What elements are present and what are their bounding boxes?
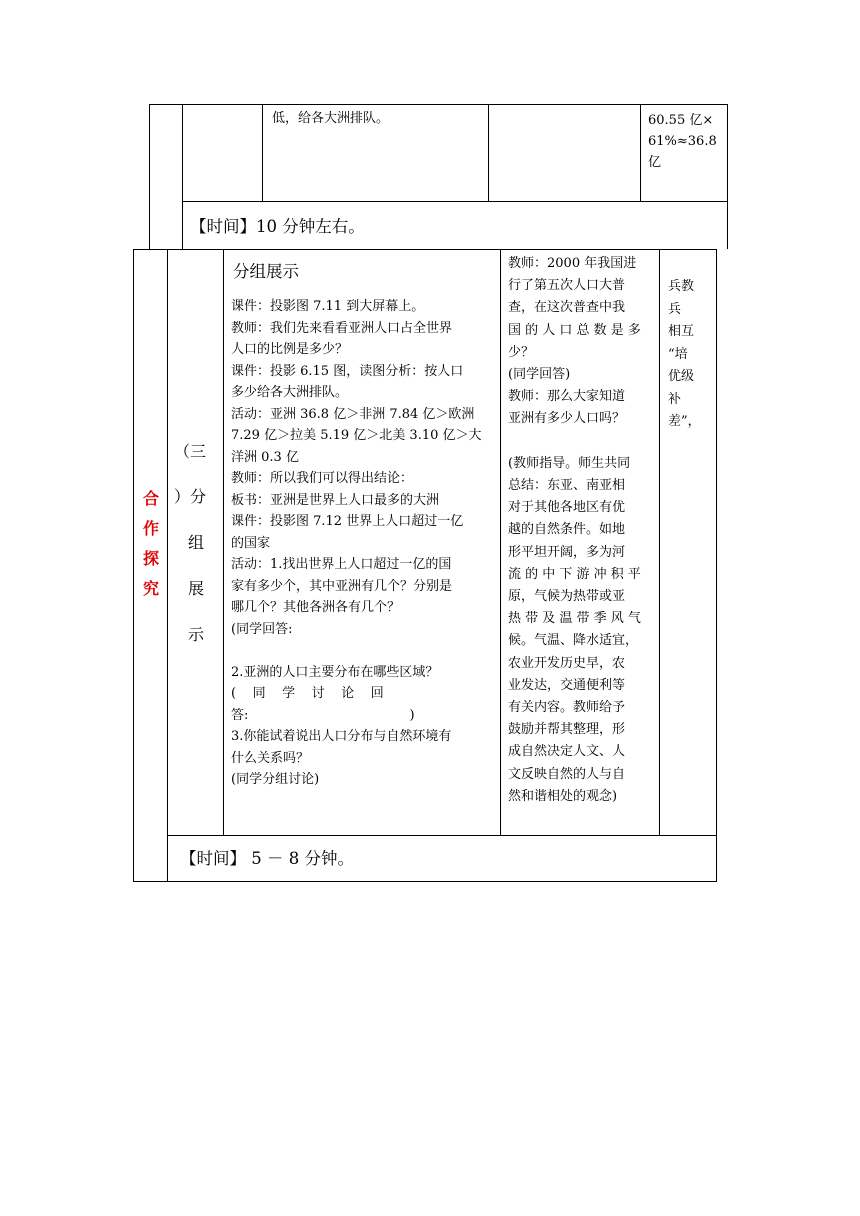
- activity-line: 课件：投影图 7.12 世界上人口超过一亿: [231, 514, 464, 529]
- teacher-line: 成自然决定人文、人: [508, 744, 626, 760]
- activity-line: 7.29 亿＞拉美 5.19 亿＞北美 3.10 亿＞大: [231, 428, 482, 443]
- calc-line-2: 61%≈36.8: [648, 134, 717, 149]
- activity-line: 人口的比例是多少？: [231, 342, 349, 357]
- section-label-char-1: 组: [187, 533, 204, 552]
- activity-line: 板书：亚洲是世界上人口最多的大洲: [231, 492, 440, 508]
- teacher-line: (同学回答): [508, 367, 571, 382]
- teacher-line: 总结：东亚、南亚相: [508, 478, 626, 493]
- section-label-line2: ）分: [174, 487, 207, 506]
- teacher-line: 热 带 及 温 带 季 风 气: [508, 611, 641, 627]
- intent-line: 相互: [668, 324, 695, 339]
- teacher-line: 候。气温、降水适宜，: [508, 633, 639, 649]
- activity-line: 活动：1.找出世界上人口超过一亿的国: [231, 557, 452, 572]
- activity-line: 哪几个？其他各洲各有几个？: [231, 600, 401, 615]
- activity-line: ( 同 学 讨 论 回: [231, 686, 384, 701]
- activity-line: 教师：我们先来看看亚洲人口占全世界: [231, 320, 453, 336]
- activity-line: 教师：所以我们可以得出结论：: [231, 471, 414, 486]
- activity-line: 答: ): [231, 707, 415, 723]
- intent-line: 兵: [668, 301, 682, 317]
- teacher-line: 国 的 人 口 总 数 是 多: [508, 322, 641, 338]
- teacher-line: (教师指导。师生共同: [508, 455, 631, 471]
- activity-line: 3.你能试着说出人口分布与自然环境有: [231, 729, 452, 744]
- teacher-line: 然和谐相处的观念): [508, 788, 618, 804]
- intent-line: 优级: [668, 369, 695, 384]
- teacher-line: 业发达，交通便利等: [508, 677, 626, 693]
- teacher-line: 少？: [508, 344, 535, 360]
- intent-line: 兵教: [668, 279, 695, 294]
- teacher-line: 查，在这次普查中我: [508, 300, 626, 316]
- intent-line: “培: [668, 346, 688, 362]
- activity-line: 的国家: [231, 535, 271, 551]
- activity-line: 课件：投影 6.15 图，读图分析：按人口: [231, 363, 464, 379]
- section-label-line1: （三: [174, 442, 207, 461]
- teacher-line: 文反映自然的人与自: [508, 766, 626, 782]
- teacher-line: 教师：2000 年我国进: [508, 256, 637, 271]
- activity-text: 低，给各大洲排队。: [272, 111, 390, 126]
- activity-line: 洋洲 0.3 亿: [231, 449, 299, 465]
- teacher-line: 农业开发历史早，农: [508, 655, 626, 671]
- activity-line: (同学分组讨论): [231, 772, 320, 787]
- stage-label-4: 究: [142, 579, 159, 598]
- stage-label-3: 探: [142, 549, 159, 568]
- time-note-main: 【时间】 5 － 8 分钟。: [180, 849, 354, 868]
- teacher-line: 流 的 中 下 游 冲 积 平: [508, 566, 641, 582]
- stage-label-1: 合: [142, 489, 159, 508]
- activity-line: (同学回答:: [231, 621, 293, 637]
- activity-line: 2.亚洲的人口主要分布在哪些区域？: [231, 664, 439, 680]
- teacher-line: 原，气候为热带或亚: [508, 589, 626, 604]
- activity-line: 什么关系吗？: [231, 750, 310, 766]
- intent-line: 补: [668, 391, 682, 407]
- intent-line: 差”，: [668, 414, 701, 429]
- teacher-line: 形平坦开阔，多为河: [508, 544, 626, 560]
- stage-label-2: 作: [142, 519, 159, 538]
- calc-line-1: 60.55 亿×: [648, 113, 714, 128]
- section-label-char-2: 展: [187, 579, 204, 598]
- activity-line: [231, 640, 235, 662]
- teacher-line: 对于其他各地区有优: [508, 500, 626, 516]
- teacher-line: [508, 431, 512, 453]
- teacher-line: 行了第五次人口大普: [508, 278, 626, 294]
- activity-line: 家有多少个，其中亚洲有几个？分别是: [231, 578, 453, 594]
- teacher-line: 有关内容。教师给予: [508, 700, 626, 715]
- activity-line: 课件：投影图 7.11 到大屏幕上。: [231, 299, 425, 314]
- teacher-line: 亚洲有多少人口吗？: [508, 411, 626, 427]
- teacher-line: 教师：那么大家知道: [508, 389, 626, 405]
- section-label-char-3: 示: [187, 625, 204, 644]
- time-note-top: 【时间】10 分钟左右。: [190, 217, 365, 236]
- calc-line-3: 亿: [648, 155, 662, 170]
- teacher-line: 越的自然条件。如地: [508, 522, 626, 538]
- activity-line: 多少给各大洲排队。: [231, 385, 349, 400]
- activity-line: 活动：亚洲 36.8 亿＞非洲 7.84 亿＞欧洲: [231, 406, 475, 422]
- section-heading: 分组展示: [233, 262, 299, 281]
- teacher-line: 鼓励并帮其整理，形: [508, 722, 626, 738]
